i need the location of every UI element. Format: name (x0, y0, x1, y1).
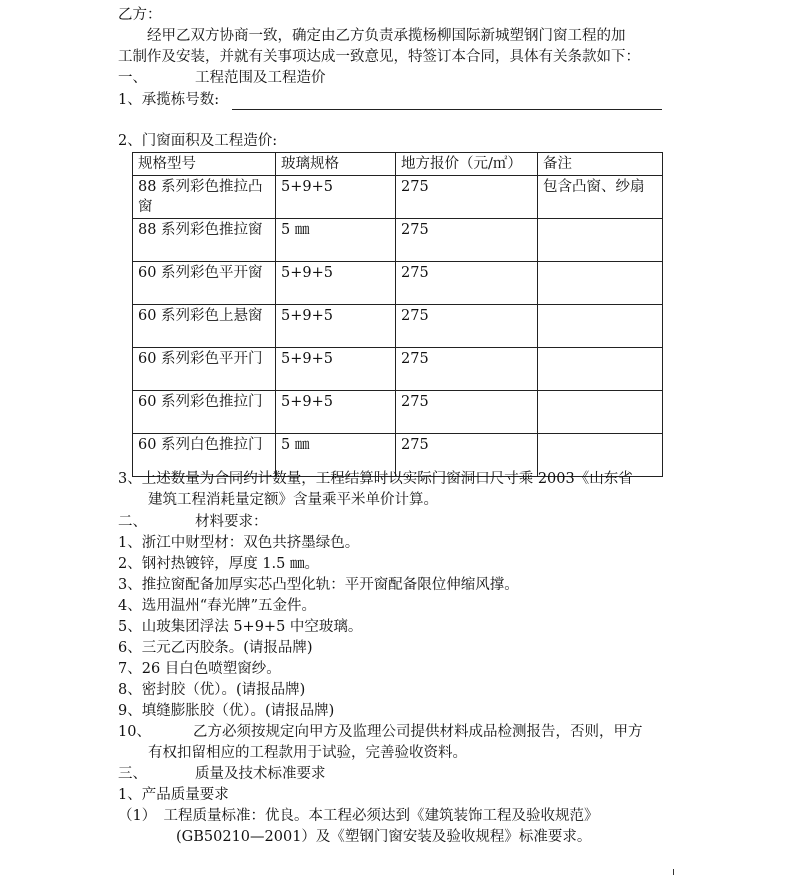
header-glass-spec: 玻璃规格 (276, 153, 396, 176)
quality-paragraph-line-1: （1） 工程质量标准：优良。本工程必须达到《建筑装饰工程及验收规范》 (118, 808, 599, 824)
cell-spec: 60 系列彩色平开窗 (133, 262, 276, 305)
cell-spec: 60 系列彩色上悬窗 (133, 305, 276, 348)
cell-glass: 5+9+5 (276, 348, 396, 391)
section-1-number: 一、 (118, 70, 147, 86)
material-item-9: 9、填缝膨胀胶（优）。(请报品牌) (118, 703, 335, 719)
cell-glass: 5+9+5 (276, 305, 396, 348)
header-local-price: 地方报价（元/㎡） (396, 153, 538, 176)
cell-spec: 60 系列彩色推拉门 (133, 391, 276, 434)
section-1-heading (118, 68, 326, 89)
cell-glass: 5+9+5 (276, 176, 396, 219)
section-2-number: 二、 (118, 514, 147, 530)
intro-line-1: 经甲乙双方协商一致，确定由乙方负责承揽杨柳国际新城塑钢门窗工程的加 (118, 28, 626, 44)
cell-spec: 60 系列白色推拉门 (133, 434, 276, 477)
header-spec-model: 规格型号 (133, 153, 276, 176)
cell-price: 275 (396, 391, 538, 434)
cell-glass: 5 ㎜ (276, 219, 396, 262)
cell-spec: 88 系列彩色推拉窗 (133, 219, 276, 262)
material-item-2: 2、钢衬热镀锌，厚度 1.5 ㎜。 (118, 556, 320, 572)
cell-price: 275 (396, 176, 538, 219)
cell-glass: 5+9+5 (276, 391, 396, 434)
cell-price: 275 (396, 219, 538, 262)
material-item-7: 7、26 目白色喷塑窗纱。 (118, 661, 281, 677)
material-item-4: 4、选用温州“春光牌”五金件。 (118, 598, 317, 614)
material-item-5: 5、山玻集团浮法 5+9+5 中空玻璃。 (118, 619, 363, 635)
header-remarks: 备注 (538, 153, 663, 176)
table-row (133, 391, 663, 434)
cell-remark (538, 219, 663, 262)
item-3-line-2: 建筑工程消耗量定额》含量乘平米单价计算。 (148, 492, 438, 508)
material-item-6: 6、三元乙丙胶条。(请报品牌) (118, 640, 313, 656)
cell-spec: 60 系列彩色平开门 (133, 348, 276, 391)
material-item-3: 3、推拉窗配备加厚实芯凸型化轨：平开窗配备限位伸缩风撑。 (118, 577, 519, 593)
page-number-mark (673, 869, 674, 875)
cell-remark (538, 305, 663, 348)
table-header-row (133, 153, 663, 176)
cell-glass: 5+9+5 (276, 262, 396, 305)
table-row (133, 305, 663, 348)
table-row (133, 262, 663, 305)
cell-price: 275 (396, 305, 538, 348)
table-row (133, 176, 663, 219)
section-3-title: 质量及技术标准要求 (195, 766, 326, 782)
item-1-building-count: 1、承揽栋号数: (118, 92, 220, 108)
cell-remark: 包含凸窗、纱扇 (538, 176, 663, 219)
cell-remark (538, 262, 663, 305)
section-1-title: 工程范围及工程造价 (195, 70, 326, 86)
price-table (132, 152, 663, 477)
item-3-line-1: 3、上述数量为合同约计数量，工程结算时以实际门窗洞口尺寸乘 2003《山东省 (118, 471, 633, 487)
cell-price: 275 (396, 348, 538, 391)
section-2-heading (118, 512, 268, 533)
cell-remark (538, 391, 663, 434)
cell-glass: 5 ㎜ (276, 434, 396, 477)
table-row (133, 219, 663, 262)
quality-subheading: 1、产品质量要求 (118, 787, 229, 803)
material-item-10-number: 10、 (118, 724, 151, 740)
section-2-title: 材料要求： (195, 514, 268, 530)
building-count-blank (232, 109, 662, 110)
cell-price: 275 (396, 262, 538, 305)
material-item-10 (118, 722, 642, 743)
material-item-10-text: 乙方必须按规定向甲方及监理公司提供材料成品检测报告，否则，甲方 (192, 724, 643, 740)
item-2-label: 2、门窗面积及工程造价: (118, 133, 278, 149)
cell-remark (538, 348, 663, 391)
party-b-label: 乙方： (118, 7, 162, 23)
table-row (133, 348, 663, 391)
section-3-number: 三、 (118, 766, 147, 782)
intro-line-2: 工制作及安装，并就有关事项达成一致意见，特签订本合同，具体有关条款如下： (118, 49, 640, 65)
material-item-8: 8、密封胶（优）。(请报品牌) (118, 682, 306, 698)
quality-paragraph-line-2: (GB50210—2001）及《塑钢门窗安装及验收规程》标准要求。 (176, 829, 592, 845)
cell-price: 275 (396, 434, 538, 477)
material-item-1: 1、浙江中财型材：双色共挤墨绿色。 (118, 535, 360, 551)
section-3-heading (118, 764, 326, 785)
material-item-10-line-2: 有权扣留相应的工程款用于试验，完善验收资料。 (148, 745, 467, 761)
cell-spec: 88 系列彩色推拉凸窗 (133, 176, 276, 219)
